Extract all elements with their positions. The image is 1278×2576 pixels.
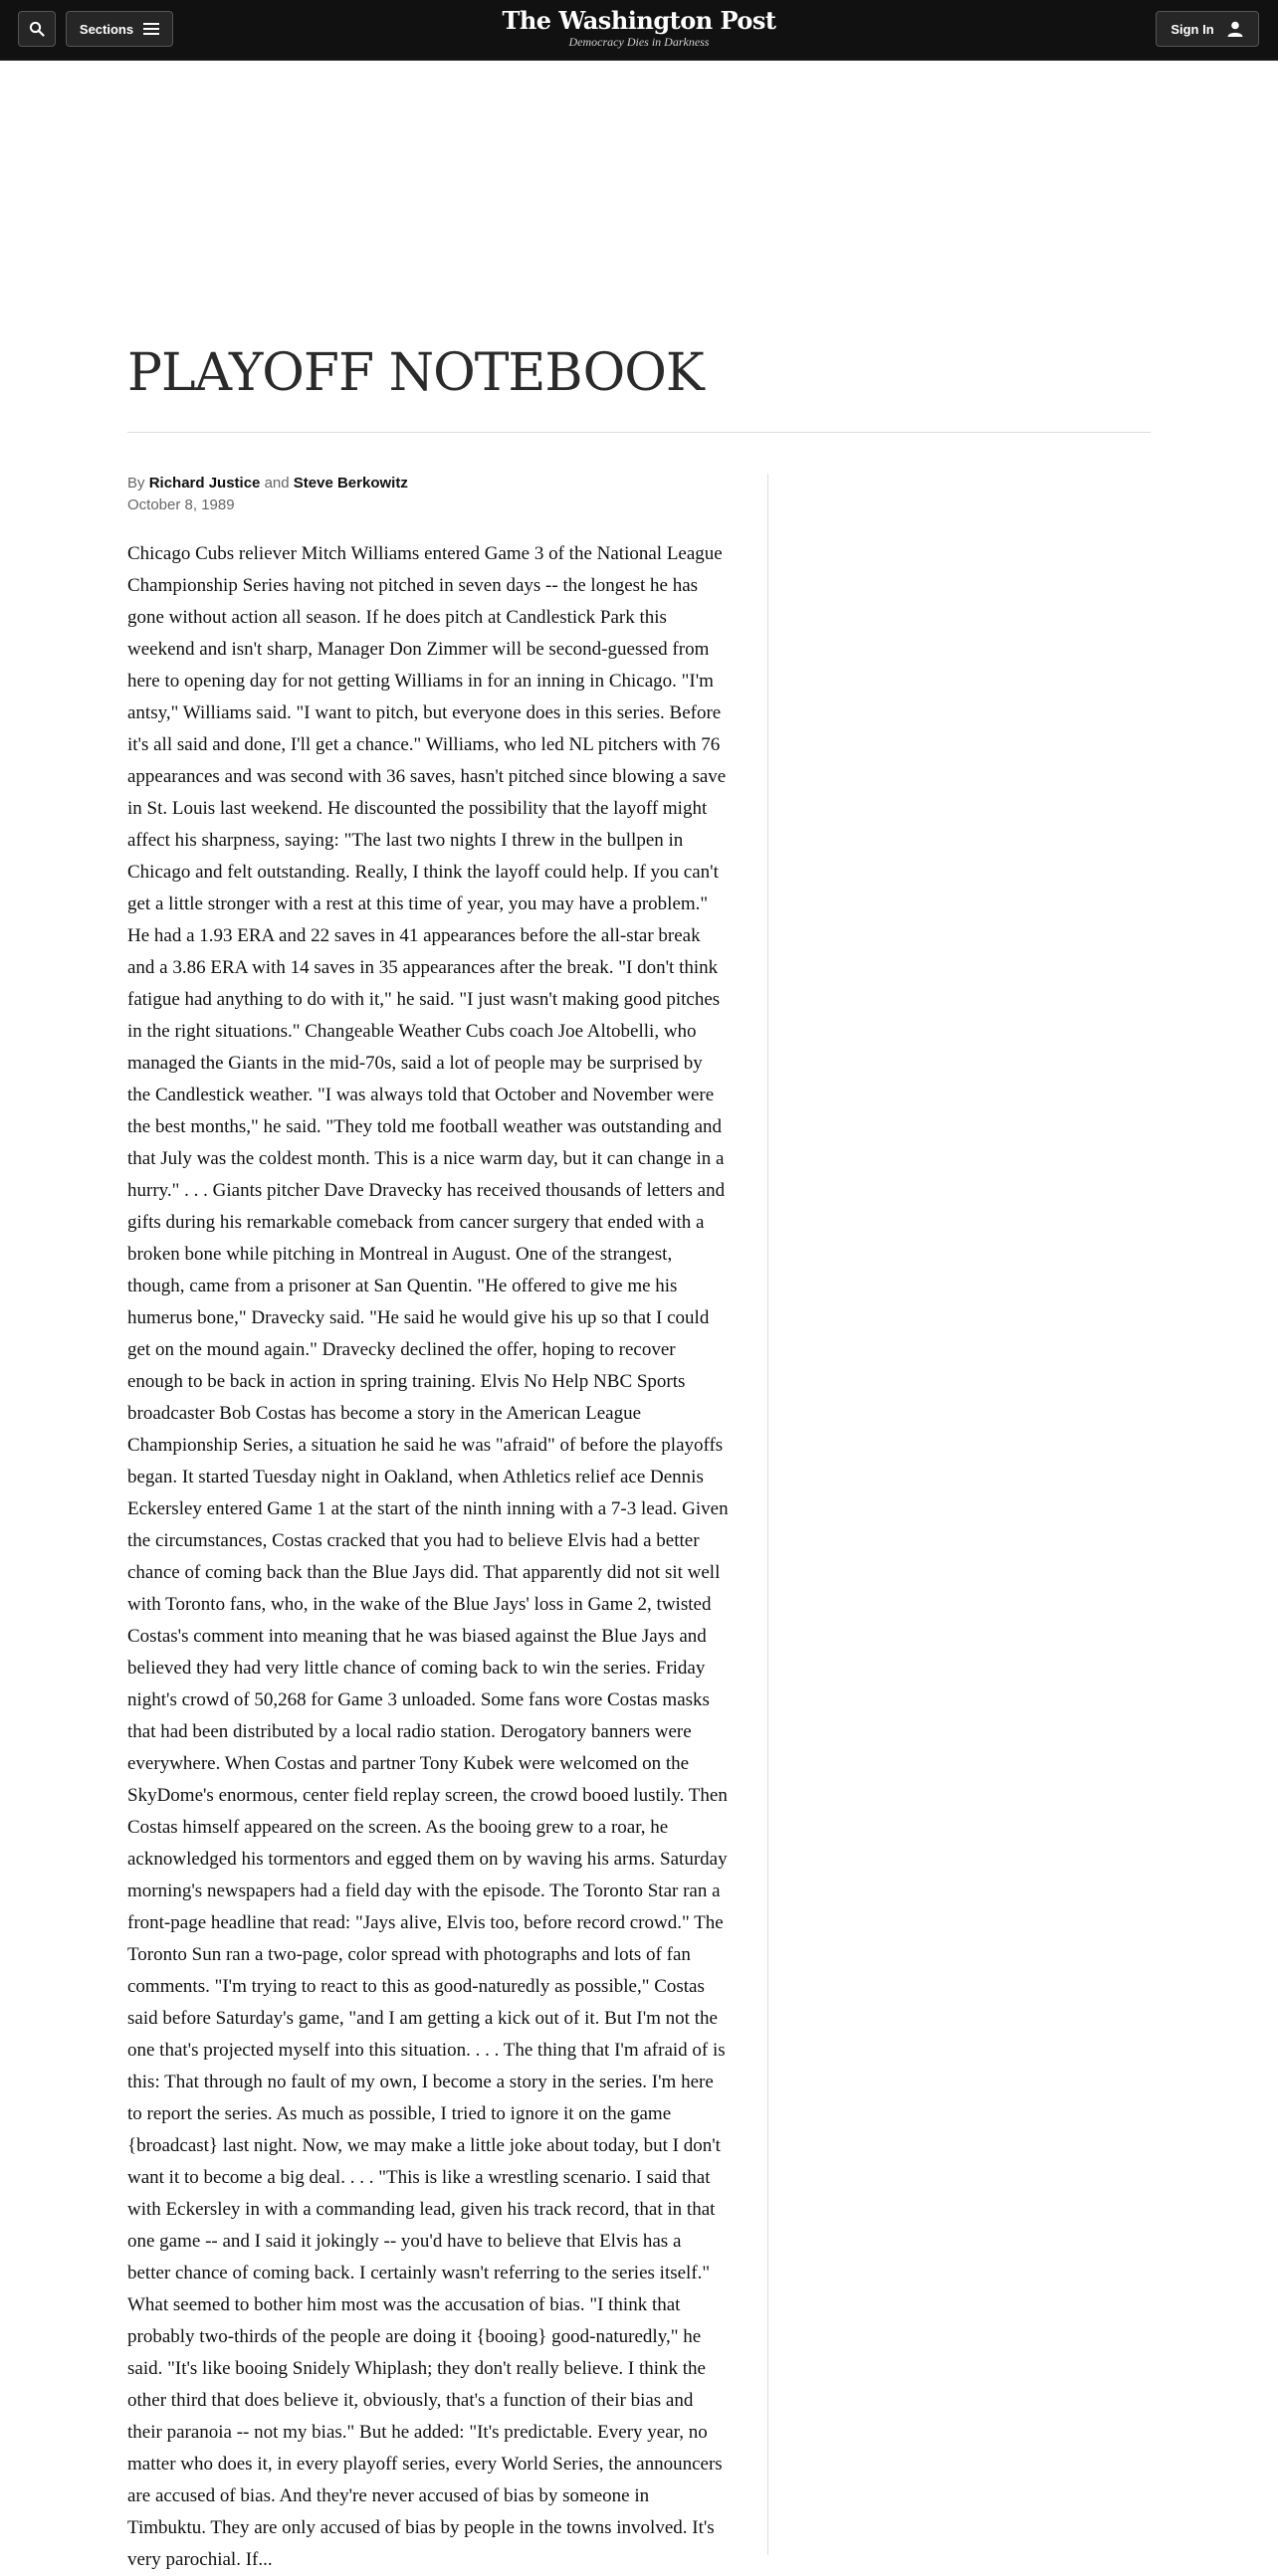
user-icon <box>1226 20 1244 38</box>
sign-in-button[interactable] <box>1156 11 1259 47</box>
byline <box>127 474 408 494</box>
article-headline: PLAYOFF NOTEBOOK <box>127 343 704 403</box>
author-link-richard-justice[interactable]: Richard Justice <box>148 475 261 492</box>
masthead-tagline: Democracy Dies in Darkness <box>568 35 710 49</box>
column-divider <box>767 474 768 2555</box>
sign-in-label: Sign In <box>1171 21 1214 37</box>
author-link-steve-berkowitz[interactable]: Steve Berkowitz <box>293 475 408 492</box>
headline-divider <box>127 432 1151 433</box>
publish-date: October 8, 1989 <box>127 496 235 513</box>
washington-post-logo[interactable]: The Washington Post <box>502 6 776 35</box>
sections-button-label: Sections <box>79 21 134 37</box>
article-body: Chicago Cubs reliever Mitch Williams entered Game 3 of the National League Championship Series having not pitched in seven days -- the longest he has gone without action all season. If he does pitch at Candlestick Park this weekend and isn't sharp, Manager Don Zimmer will be second-guessed from here to opening day for not getting Williams in for an inning in Chicago. "I'm antsy," Williams said. "I want to pitch, but everyone does in this series. Before it's all said and done, I'll get a chance." Williams, who led NL pitchers with 76 appearances and was second with 36 saves, hasn't pitched since blowing a save in St. Louis last weekend. He discounted the possibility that the layoff might affect his sharpness, saying: "The last two nights I threw in the bullpen in Chicago and felt outstanding. Really, I think the layoff could help. If you can't get a little stronger with a rest at this time of year, you may have a problem." He had a 1.93 ERA and 22 saves in 41 appearances before the all-star break and a 3.86 ERA with 14 saves in 35 appearances after the break. "I don't think fatigue had anything to do with it," he said. "I just wasn't making good pitches in the right situations." Changeable Weather Cubs coach Joe Altobelli, who managed the Giants in the mid-70s, said a lot of people may be surprised by the Candlestick weather. "I was always told that October and November were the best months," he said. "They told me football weather was outstanding and that July was the coldest month. This is a nice warm day, but it can change in a hurry." . . . Giants pitcher Dave Dravecky has received thousands of letters and gifts during his remarkable comeback from cancer surgery that ended with a broken bone while pitching in Montreal in August. One of the strangest, though, came from a prisoner at San Quentin. "He offered to give me his humerus bone," Dravecky said. "He said he would give his up so that I could get on the mound again." Dravecky declined the offer, hoping to recover enough to be back in action in spring training. Elvis No Help NBC Sports broadcaster Bob Costas has become a story in the American League Championship Series, a situation he said he was "afraid" of before the playoffs began. It started Tuesday night in Oakland, when Athletics relief ace Dennis Eckersley entered Game 1 at the start of the ninth inning with a 7-3 lead. Given the circumstances, Costas cracked that you had to believe Elvis had a better chance of coming back than the Blue Jays did. That apparently did not sit well with Toronto fans, who, in the wake of the Blue Jays' loss in Game 2, twisted Costas's comment into meaning that he was biased against the Blue Jays and believed they had very little chance of coming back to win the series. Friday night's crowd of 50,268 for Game 3 unloaded. Some fans wore Costas masks that had been distributed by a local radio station. Derogatory banners were everywhere. When Costas and partner Tony Kubek were welcomed on the SkyDome's enormous, center field replay screen, the crowd booed lustily. Then Costas himself appeared on the screen. As the booing grew to a roar, he acknowledged his tormentors and egged them on by waving his arms. Saturday morning's newspapers had a field day with the episode. The Toronto Star ran a front-page headline that read: "Jays alive, Elvis too, before record crowd." The Toronto Sun ran a two-page, color spread with photographs and lots of fan comments. "I'm trying to react to this as good-naturedly as possible," Costas said before Saturday's game, "and I am getting a kick out of it. But I'm not the one that's projected myself into this situation. . . . The thing that I'm afraid of is this: That through no fault of my own, I become a story in the series. I'm here to report the series. As much as possible, I tried to ignore it on the game {broadcast} last night. Now, we may make a little joke about today, but I don't want it to become a big deal. . . . "This is like a wrestling scenario. I said that with Eckersley in with a commanding lead, given his track record, that in that one game -- and I said it jokingly -- you'd have to believe that Elvis has a better chance of coming back. I certainly wasn't referring to the series itself." What seemed to bother him most was the accusation of bias. "I think that probably two-thirds of the people are doing it {booing} good-naturedly," he said. "It's like booing Snidely Whiplash; they don't really believe. I think the other third that does believe it, obviously, that's a function of their bias and their paranoia -- not my bias." But he added: "It's predictable. Every year, no matter who does it, in every playoff series, every World Series, the announcers are accused of bias. And they're never accused of bias by someone in Timbuktu. They are only accused of bias by people in the towns involved. It's very parochial. If... <box>127 543 729 2570</box>
masthead[interactable] <box>0 7 1278 49</box>
byline-by-label: By <box>127 475 145 492</box>
byline-and-label: and <box>264 475 290 492</box>
top-navigation-bar <box>0 0 1278 61</box>
